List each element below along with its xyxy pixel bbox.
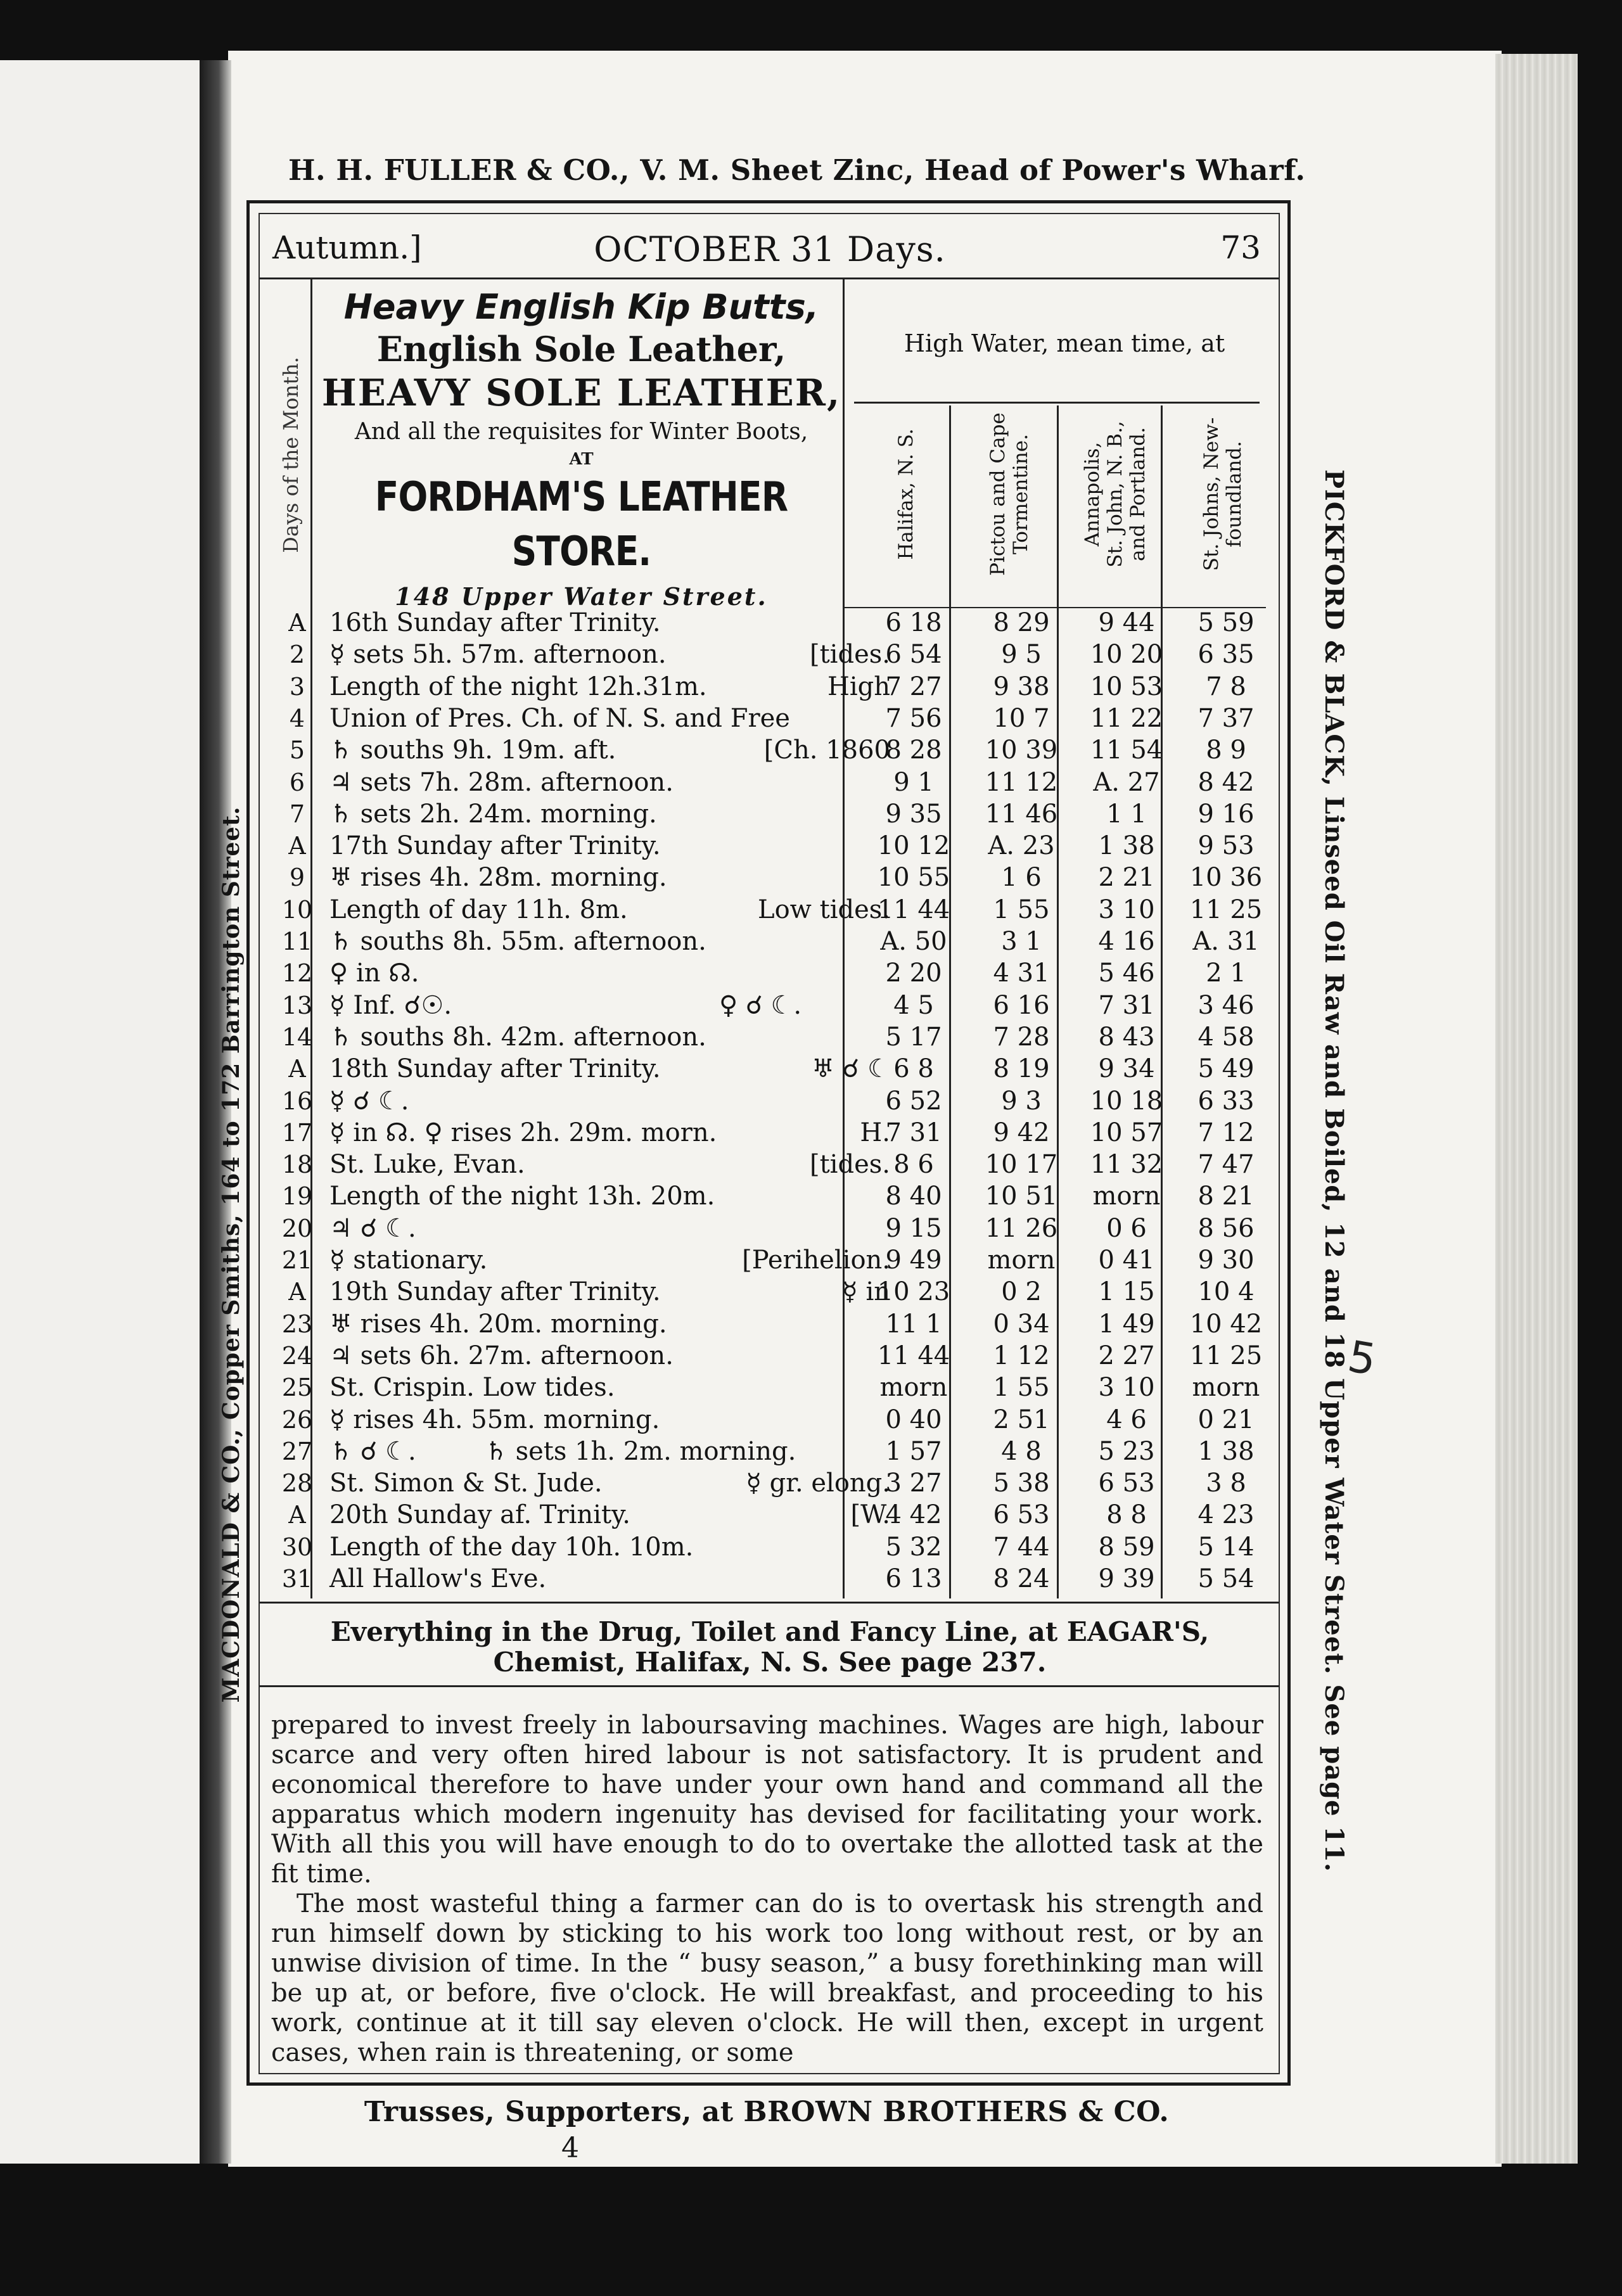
day-number: 28	[281, 1469, 313, 1498]
tide-pictou: morn	[987, 1246, 1056, 1275]
day-row	[272, 1276, 1280, 1308]
day-note-continuation: [tides.	[810, 640, 890, 670]
ad-line-3: HEAVY SOLE LEATHER,	[321, 371, 841, 414]
tide-pictou: 10 51	[985, 1182, 1058, 1211]
tide-st-johns: 10 4	[1197, 1277, 1255, 1307]
day-row	[272, 926, 1280, 957]
tide-annapolis: 4 6	[1106, 1405, 1147, 1434]
tide-pictou: 10 17	[985, 1150, 1058, 1180]
tide-st-johns: 6 35	[1197, 640, 1255, 670]
day-row	[272, 990, 1280, 1021]
st-johns-label-b: foundland.	[1223, 441, 1246, 547]
day-row	[272, 1467, 1280, 1499]
day-row	[272, 1021, 1280, 1053]
tide-halifax: 3 27	[885, 1469, 942, 1498]
tide-pictou: 10 7	[993, 703, 1050, 733]
day-number: 10	[281, 895, 313, 924]
tide-halifax: 6 54	[885, 640, 942, 670]
day-row	[272, 1085, 1280, 1117]
tide-halifax: 4 5	[893, 990, 934, 1020]
day-number: 19	[281, 1182, 313, 1211]
tide-halifax: 9 15	[885, 1213, 942, 1243]
day-row	[272, 639, 1280, 670]
tide-halifax: 6 8	[893, 1054, 934, 1084]
tide-pictou: 9 38	[993, 672, 1050, 701]
day-note: St. Simon & St. Jude.	[329, 1469, 603, 1498]
tide-halifax: 10 23	[877, 1277, 950, 1307]
day-note: 19th Sunday after Trinity.	[329, 1277, 661, 1307]
tide-annapolis: 10 20	[1090, 640, 1163, 670]
tide-halifax: 4 42	[885, 1500, 942, 1530]
tide-annapolis: 9 34	[1098, 1054, 1155, 1084]
tide-pictou: 7 44	[993, 1532, 1050, 1562]
day-row	[272, 1499, 1280, 1531]
day-row	[272, 1180, 1280, 1212]
day-row	[272, 862, 1280, 893]
day-number: 9	[289, 864, 305, 892]
day-number: 30	[281, 1533, 313, 1561]
tide-pictou: 1 55	[993, 895, 1050, 924]
tide-st-johns: 11 25	[1189, 1341, 1263, 1370]
tide-halifax: 6 13	[885, 1564, 942, 1593]
tide-st-johns: 2 1	[1206, 959, 1246, 988]
tide-pictou: 9 42	[993, 1118, 1050, 1147]
day-number: 12	[281, 959, 313, 988]
day-number: 23	[281, 1310, 313, 1338]
title-divider	[260, 277, 1279, 279]
tide-halifax: 2 20	[885, 959, 942, 988]
tide-annapolis: 1 38	[1098, 831, 1155, 861]
tide-halifax: 7 31	[885, 1118, 942, 1147]
ad-line-1: Heavy English Kip Butts,	[343, 287, 819, 327]
tide-annapolis: 2 21	[1098, 863, 1155, 893]
day-note-continuation: [tides.	[810, 1150, 890, 1180]
tide-halifax: 8 40	[885, 1182, 942, 1211]
day-note: ♄ sets 2h. 24m. morning.	[329, 799, 657, 829]
tide-annapolis: 5 46	[1098, 959, 1155, 988]
day-number: A	[288, 1055, 306, 1083]
top-banner-ad: H. H. FULLER & CO., V. M. Sheet Zinc, Head of Power's Wharf.	[288, 153, 1306, 187]
tide-pictou: 8 19	[993, 1054, 1050, 1084]
tide-pictou: 1 6	[1001, 863, 1042, 893]
day-note: Length of day 11h. 8m.	[329, 895, 628, 924]
day-row	[272, 1308, 1280, 1340]
ad-line-2: English Sole Leather,	[376, 329, 786, 369]
tide-st-johns: 6 33	[1197, 1086, 1255, 1116]
page-number: 73	[1220, 229, 1261, 266]
tide-halifax: 8 6	[893, 1150, 934, 1180]
day-number: 6	[289, 768, 305, 796]
day-note: Length of the night 12h.31m.	[329, 672, 707, 701]
day-row	[272, 1372, 1280, 1403]
pictou-header	[962, 383, 1057, 605]
day-note: ♄ ☌ ☾.	[329, 1436, 416, 1466]
tide-pictou: 11 46	[985, 799, 1058, 829]
tide-st-johns: 5 54	[1197, 1564, 1255, 1593]
day-row	[272, 703, 1280, 734]
day-row	[272, 1340, 1280, 1372]
tide-st-johns: 9 30	[1197, 1246, 1255, 1275]
tide-pictou: 0 2	[1001, 1277, 1042, 1307]
tide-halifax: 7 56	[885, 703, 942, 733]
season-label: Autumn.]	[272, 229, 422, 266]
folio-number: 4	[561, 2132, 579, 2164]
tide-annapolis: 1 15	[1098, 1277, 1155, 1307]
pictou-label-a: Pictou and Cape	[987, 412, 1009, 576]
day-number: A	[288, 832, 306, 860]
tide-st-johns: 7 37	[1197, 703, 1255, 733]
tide-halifax: 11 44	[877, 1341, 950, 1370]
left-margin-advert: MACDONALD & CO., Copper Smiths, 164 to 172 Barrington Street.	[218, 806, 245, 1703]
tide-st-johns: 8 21	[1197, 1182, 1255, 1211]
day-number: 24	[281, 1341, 313, 1370]
tide-annapolis: 1 1	[1106, 799, 1147, 829]
day-row	[272, 1404, 1280, 1436]
day-note: ♄ souths 8h. 55m. afternoon.	[329, 927, 706, 956]
tide-st-johns: A. 31	[1192, 927, 1260, 956]
tide-st-johns: 8 42	[1197, 767, 1255, 797]
tide-st-johns: 4 58	[1197, 1022, 1255, 1052]
day-note: Length of the night 13h. 20m.	[329, 1182, 715, 1211]
day-number: 17	[281, 1118, 313, 1147]
ad-line-7: 148 Upper Water Street.	[395, 582, 768, 611]
day-row	[272, 1563, 1280, 1595]
bottom-banner-ad: Trusses, Supporters, at BROWN BROTHERS & CO.	[364, 2096, 1170, 2128]
tide-pictou: 2 51	[993, 1405, 1050, 1434]
tide-annapolis: 3 10	[1098, 1373, 1155, 1403]
day-note: ♃ sets 6h. 27m. afternoon.	[329, 1341, 674, 1370]
tide-annapolis: 8 43	[1098, 1022, 1155, 1052]
tide-annapolis: 11 22	[1090, 703, 1163, 733]
day-note-continuation: High	[827, 672, 890, 701]
tide-halifax: 5 17	[885, 1022, 942, 1052]
ad-line-5: AT	[569, 450, 594, 469]
tide-halifax: 5 32	[885, 1532, 942, 1562]
right-margin-advert: PICKFORD & BLACK, Linseed Oil Raw and Boiled, 12 and 18 Upper Water Street. See page 11.	[1319, 469, 1349, 1873]
day-number: 3	[289, 672, 305, 701]
article-paragraph: The most wasteful thing a farmer can do is to overtask his strength and run himself down by sticking to his work too long without rest, or by an unwise division of time. In the “ busy season,” a busy forethinking man will be up at, or before, five o'clock. He will breakfast, and proceeding to his work, continue at it till say eleven o'clock. He will then, except in urgent cases, when rain is threatening, or some	[271, 1889, 1263, 2067]
day-number: 31	[281, 1565, 313, 1593]
eagars-advert	[272, 1617, 1267, 1678]
day-note: ♅ rises 4h. 28m. morning.	[329, 863, 667, 893]
table-bottom-divider	[260, 1602, 1279, 1604]
tide-annapolis: 2 27	[1098, 1341, 1155, 1370]
days-of-month-header: Days of the Month.	[279, 357, 303, 553]
tide-pictou: 7 28	[993, 1022, 1050, 1052]
tide-annapolis: 11 54	[1090, 736, 1163, 765]
day-note: ♃ sets 7h. 28m. afternoon.	[329, 767, 674, 797]
day-row	[272, 1213, 1280, 1244]
tide-halifax: 10 55	[877, 863, 950, 893]
tide-halifax: 6 18	[885, 608, 942, 637]
tide-st-johns: 1 38	[1197, 1436, 1255, 1466]
tide-st-johns: 7 12	[1197, 1118, 1255, 1147]
day-number: 16	[281, 1087, 313, 1115]
tide-halifax: 8 28	[885, 736, 942, 765]
tide-pictou: 0 34	[993, 1309, 1050, 1339]
tide-pictou: 3 1	[1001, 927, 1042, 956]
day-row	[272, 1149, 1280, 1180]
tide-st-johns: 5 59	[1197, 608, 1255, 637]
day-row	[272, 671, 1280, 703]
tide-pictou: A. 23	[988, 831, 1055, 861]
day-row	[272, 1531, 1280, 1563]
tide-pictou: 4 8	[1001, 1436, 1042, 1466]
tide-pictou: 6 53	[993, 1500, 1050, 1530]
tide-pictou: 1 55	[993, 1373, 1050, 1403]
tide-annapolis: 10 53	[1090, 672, 1163, 701]
tide-pictou: 4 31	[993, 959, 1050, 988]
tide-annapolis: 7 31	[1098, 990, 1155, 1020]
day-row	[272, 1117, 1280, 1149]
st-johns-label-a: St. Johns, New-	[1200, 417, 1223, 571]
leather-store-advert	[314, 286, 849, 615]
advert-divider	[260, 1685, 1279, 1687]
day-number: 4	[289, 704, 305, 732]
article-paragraph: prepared to invest freely in laboursaving machines. Wages are high, labour scarce and very often hired labour is not satisfactory. It is prudent and economical therefore to have under your own hand and command all the apparatus which modern ingenuity has devised for facilitating your work. With all this you will have enough to do to overtake the allotted task at the fit time.	[271, 1711, 1263, 1889]
day-note: 20th Sunday af. Trinity.	[329, 1500, 631, 1530]
day-note-continuation: [Ch. 1860	[763, 736, 890, 765]
tide-halifax: 10 12	[877, 831, 950, 861]
eagars-line-1: Everything in the Drug, Toilet and Fancy Line, at EAGAR'S,	[330, 1616, 1210, 1647]
tide-pictou: 10 39	[985, 736, 1058, 765]
tide-st-johns: 4 23	[1197, 1500, 1255, 1530]
tide-st-johns: 8 56	[1197, 1213, 1255, 1243]
day-note-continuation: ☿ in	[842, 1277, 890, 1307]
tide-annapolis: 4 16	[1098, 927, 1155, 956]
day-number: 18	[281, 1151, 313, 1179]
day-row	[272, 1053, 1280, 1085]
pictou-label-b: Tormentine.	[1009, 434, 1032, 554]
tide-halifax: 6 52	[885, 1086, 942, 1116]
tide-st-johns: 0 21	[1197, 1405, 1255, 1434]
day-note: 18th Sunday after Trinity.	[329, 1054, 661, 1084]
tide-halifax: 9 49	[885, 1246, 942, 1275]
tide-halifax: 0 40	[885, 1405, 942, 1434]
tide-pictou: 8 29	[993, 608, 1050, 637]
tide-pictou: 1 12	[993, 1341, 1050, 1370]
day-note: ♅ rises 4h. 20m. morning.	[329, 1309, 667, 1339]
tide-pictou: 8 24	[993, 1564, 1050, 1593]
tide-annapolis: morn	[1092, 1182, 1161, 1211]
tide-annapolis: 8 59	[1098, 1532, 1155, 1562]
facing-page	[0, 60, 200, 2164]
day-row	[272, 1436, 1280, 1467]
day-note: ♄ souths 9h. 19m. aft.	[329, 736, 616, 765]
pencil-annotation: 5	[1344, 1331, 1380, 1386]
day-note-continuation: [W.	[850, 1500, 890, 1530]
day-row	[272, 957, 1280, 989]
tide-annapolis: 5 23	[1098, 1436, 1155, 1466]
tide-st-johns: 9 16	[1197, 799, 1255, 829]
day-note-extra: ♀ ☌ ☾.	[719, 990, 802, 1020]
eagars-line-2: Chemist, Halifax, N. S. See page 237.	[493, 1647, 1047, 1678]
day-note: ♃ ☌ ☾.	[329, 1213, 416, 1243]
tide-annapolis: 1 49	[1098, 1309, 1155, 1339]
day-row	[272, 1244, 1280, 1276]
tide-pictou: 5 38	[993, 1469, 1050, 1498]
day-note: ♀ in ☊.	[329, 959, 419, 988]
day-row	[272, 894, 1280, 926]
day-row	[272, 734, 1280, 766]
page-edges	[1495, 54, 1578, 2164]
day-note-continuation: H.	[860, 1118, 890, 1147]
month-title-row	[272, 229, 1267, 274]
tide-st-johns: 5 49	[1197, 1054, 1255, 1084]
high-water-header: High Water, mean time, at	[904, 329, 1225, 357]
tide-pictou: 6 16	[993, 990, 1050, 1020]
day-note: 16th Sunday after Trinity.	[329, 608, 661, 637]
day-note: ♄ souths 8h. 42m. afternoon.	[329, 1022, 706, 1052]
tide-annapolis: 11 32	[1090, 1150, 1163, 1180]
tide-st-johns: 11 25	[1189, 895, 1263, 924]
tide-st-johns: 8 9	[1206, 736, 1246, 765]
ad-line-6: FORDHAM'S LEATHER STORE.	[374, 474, 788, 575]
tide-annapolis: 10 57	[1090, 1118, 1163, 1147]
day-number: 20	[281, 1214, 313, 1242]
tide-st-johns: 3 8	[1206, 1469, 1246, 1498]
day-row	[272, 607, 1280, 639]
day-number: 11	[281, 928, 313, 955]
tide-annapolis: 0 41	[1098, 1246, 1155, 1275]
day-number: 21	[281, 1246, 313, 1274]
day-note: ☿ stationary.	[329, 1246, 488, 1275]
halifax-label: Halifax, N. S.	[895, 428, 917, 560]
tide-annapolis: 0 6	[1106, 1213, 1147, 1243]
day-note: St. Luke, Evan.	[329, 1150, 525, 1180]
annapolis-label-a: Annapolis,	[1081, 442, 1104, 547]
tide-st-johns: 9 53	[1197, 831, 1255, 861]
day-number: 14	[281, 1023, 313, 1051]
day-note: Union of Pres. Ch. of N. S. and Free	[329, 703, 790, 733]
annapolis-header	[1068, 383, 1163, 605]
tide-st-johns: morn	[1192, 1373, 1260, 1403]
day-number: 26	[281, 1405, 313, 1434]
tide-halifax: 11 44	[877, 895, 950, 924]
tide-pictou: 9 3	[1001, 1086, 1042, 1116]
tide-pictou: 11 12	[985, 767, 1058, 797]
annapolis-label-c: and Portland.	[1127, 427, 1149, 561]
day-row	[272, 830, 1280, 862]
tide-annapolis: 9 44	[1098, 608, 1155, 637]
day-number: 13	[281, 991, 313, 1019]
day-note-continuation: Low tides.	[758, 895, 890, 924]
day-note: ☿ sets 5h. 57m. afternoon.	[329, 640, 667, 670]
tide-annapolis: 3 10	[1098, 895, 1155, 924]
day-note: ☿ in ☊. ♀ rises 2h. 29m. morn.	[329, 1118, 717, 1147]
tide-st-johns: 7 47	[1197, 1150, 1255, 1180]
day-row	[272, 767, 1280, 798]
day-number: 7	[289, 800, 305, 828]
tide-halifax: 11 1	[885, 1309, 942, 1339]
tide-annapolis: 8 8	[1106, 1500, 1147, 1530]
day-number: A	[288, 1278, 306, 1306]
day-note: ☿ rises 4h. 55m. morning.	[329, 1405, 660, 1434]
day-note: Length of the day 10h. 10m.	[329, 1532, 694, 1562]
day-number: 2	[289, 641, 305, 669]
day-note-continuation: ♅ ☌ ☾	[811, 1054, 890, 1084]
tide-annapolis: A. 27	[1093, 767, 1160, 797]
tide-annapolis: 9 39	[1098, 1564, 1155, 1593]
tide-st-johns: 5 14	[1197, 1532, 1255, 1562]
annapolis-label-b: St. John, N. B.,	[1104, 421, 1127, 568]
halifax-header	[859, 383, 954, 605]
tide-halifax: A. 50	[880, 927, 947, 956]
day-note-continuation: [Perihelion.	[742, 1246, 890, 1275]
tide-annapolis: 6 53	[1098, 1469, 1155, 1498]
tide-annapolis: 10 18	[1090, 1086, 1163, 1116]
tide-halifax: 1 57	[885, 1436, 942, 1466]
day-note: All Hallow's Eve.	[329, 1564, 547, 1593]
article-body	[271, 1711, 1263, 2068]
day-number: A	[288, 609, 306, 637]
day-note: 17th Sunday after Trinity.	[329, 831, 661, 861]
day-number: 25	[281, 1374, 313, 1402]
month-title: OCTOBER 31 Days.	[594, 229, 946, 269]
tide-st-johns: 7 8	[1206, 672, 1246, 701]
tide-halifax: morn	[879, 1373, 948, 1403]
day-note-continuation: ☿ gr. elong.	[746, 1469, 890, 1498]
tide-halifax: 7 27	[885, 672, 942, 701]
day-note: ☿ Inf. ☌☉.	[329, 990, 452, 1020]
day-note: St. Crispin. Low tides.	[329, 1373, 615, 1403]
st-johns-header	[1175, 383, 1270, 605]
tide-halifax: 9 35	[885, 799, 942, 829]
day-note: ☿ ☌ ☾.	[329, 1086, 409, 1116]
tide-halifax: 9 1	[893, 767, 934, 797]
day-note-extra: ♄ sets 1h. 2m. morning.	[485, 1436, 796, 1466]
day-row	[272, 798, 1280, 830]
tide-st-johns: 10 36	[1189, 863, 1263, 893]
tide-st-johns: 3 46	[1197, 990, 1255, 1020]
ad-line-4: And all the requisites for Winter Boots,	[354, 419, 808, 445]
tide-st-johns: 10 42	[1189, 1309, 1263, 1339]
day-number: 27	[281, 1437, 313, 1465]
tide-pictou: 9 5	[1001, 640, 1042, 670]
tide-pictou: 11 26	[985, 1213, 1058, 1243]
day-number: A	[288, 1501, 306, 1529]
day-number: 5	[289, 736, 305, 765]
